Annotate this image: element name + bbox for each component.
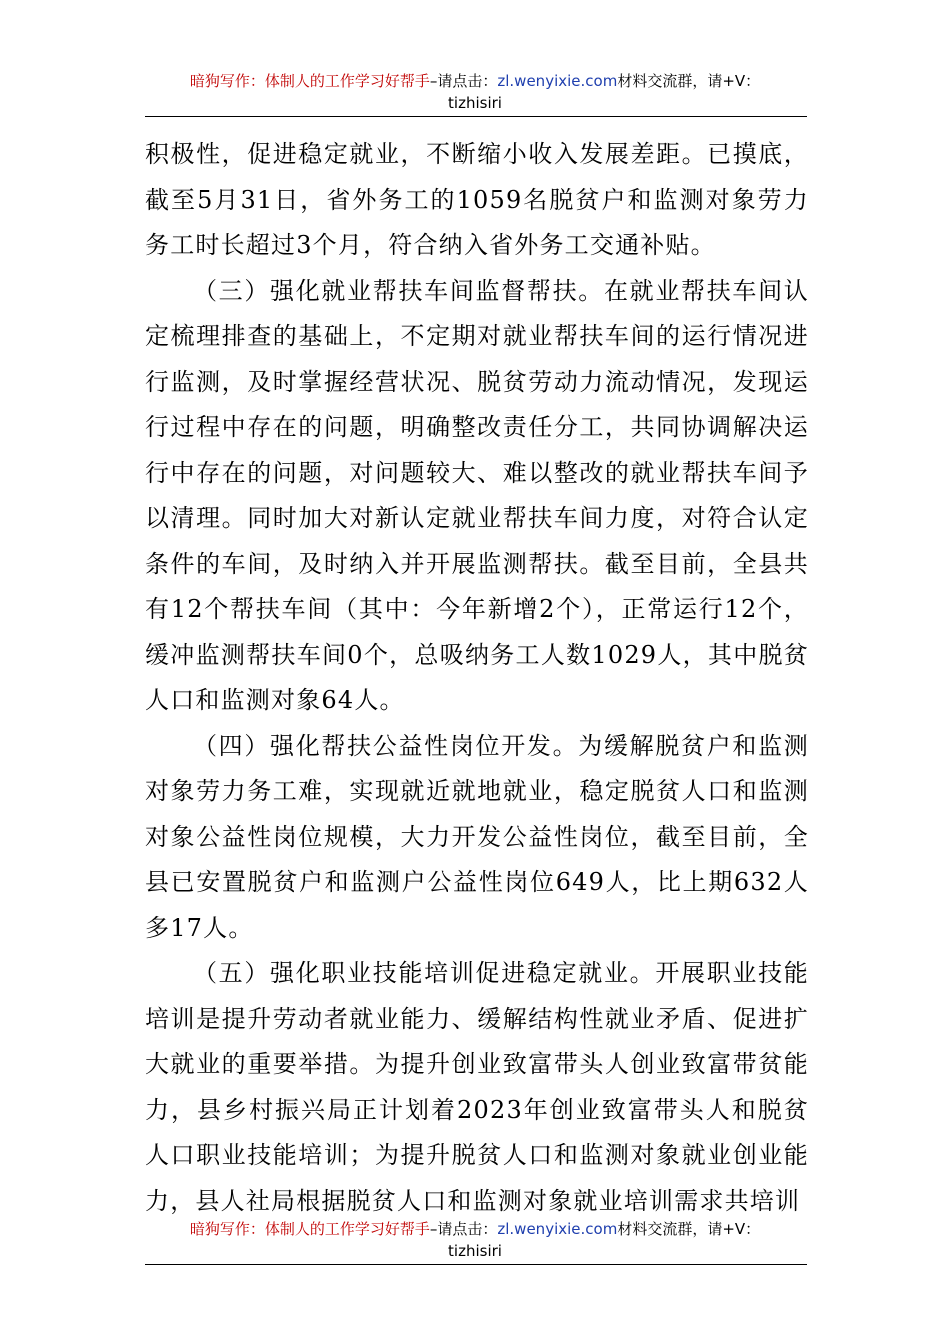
footer-wechat: tizhisiri bbox=[448, 1242, 502, 1260]
header-url-link[interactable]: zl.wenyixie.com bbox=[497, 72, 618, 90]
page-footer bbox=[145, 1218, 805, 1262]
footer-prompt: –请点击： bbox=[429, 1220, 498, 1238]
header-brand: 暗狗写作：体制人的工作学习好帮手 bbox=[189, 72, 430, 90]
paragraph-4: （五）强化职业技能培训促进稳定就业。开展职业技能培训是提升劳动者就业能力、缓解结构性就业矛盾、促进扩大就业的重要举措。为提升创业致富带头人创业致富带贫能力，县乡村振兴局正计划着2023年创业致富带头人和脱贫人口职业技能培训；为提升脱贫人口和监测对象就业创业能力，县人社局根据脱贫人口和监测对象就业培训需求共培训 bbox=[145, 959, 809, 1215]
header-divider bbox=[145, 116, 807, 117]
footer-tail: 材料交流群，请+V： bbox=[617, 1220, 761, 1238]
footer-url-link[interactable]: zl.wenyixie.com bbox=[497, 1220, 618, 1238]
page-header bbox=[145, 70, 805, 114]
paragraph-2: （三）强化就业帮扶车间监督帮扶。在就业帮扶车间认定梳理排查的基础上，不定期对就业帮扶车间的运行情况进行监测，及时掌握经营状况、脱贫劳动力流动情况，发现运行过程中存在的问题，明确整改责任分工，共同协调解决运行中存在的问题，对问题较大、难以整改的就业帮扶车间予以清理。同时加大对新认定就业帮扶车间力度，对符合认定条件的车间，及时纳入并开展监测帮扶。截至目前，全县共有12个帮扶车间（其中：今年新增2个），正常运行12个，缓冲监测帮扶车间0个，总吸纳务工人数1029人，其中脱贫人口和监测对象64人。 bbox=[145, 276, 809, 714]
header-wechat: tizhisiri bbox=[448, 94, 502, 112]
header-tail: 材料交流群，请+V： bbox=[617, 72, 761, 90]
footer-brand: 暗狗写作：体制人的工作学习好帮手 bbox=[189, 1220, 430, 1238]
document-body bbox=[145, 132, 809, 1224]
paragraph-3: （四）强化帮扶公益性岗位开发。为缓解脱贫户和监测对象劳力务工难，实现就近就地就业，稳定脱贫人口和监测对象公益性岗位规模，大力开发公益性岗位，截至目前，全县已安置脱贫户和监测户公益性岗位649人，比上期632人多17人。 bbox=[145, 731, 809, 942]
header-prompt: –请点击： bbox=[429, 72, 498, 90]
footer-divider bbox=[145, 1264, 807, 1265]
paragraph-1: 积极性，促进稳定就业，不断缩小收入发展差距。已摸底，截至5月31日，省外务工的1059名脱贫户和监测对象劳力务工时长超过3个月，符合纳入省外务工交通补贴。 bbox=[145, 140, 809, 259]
